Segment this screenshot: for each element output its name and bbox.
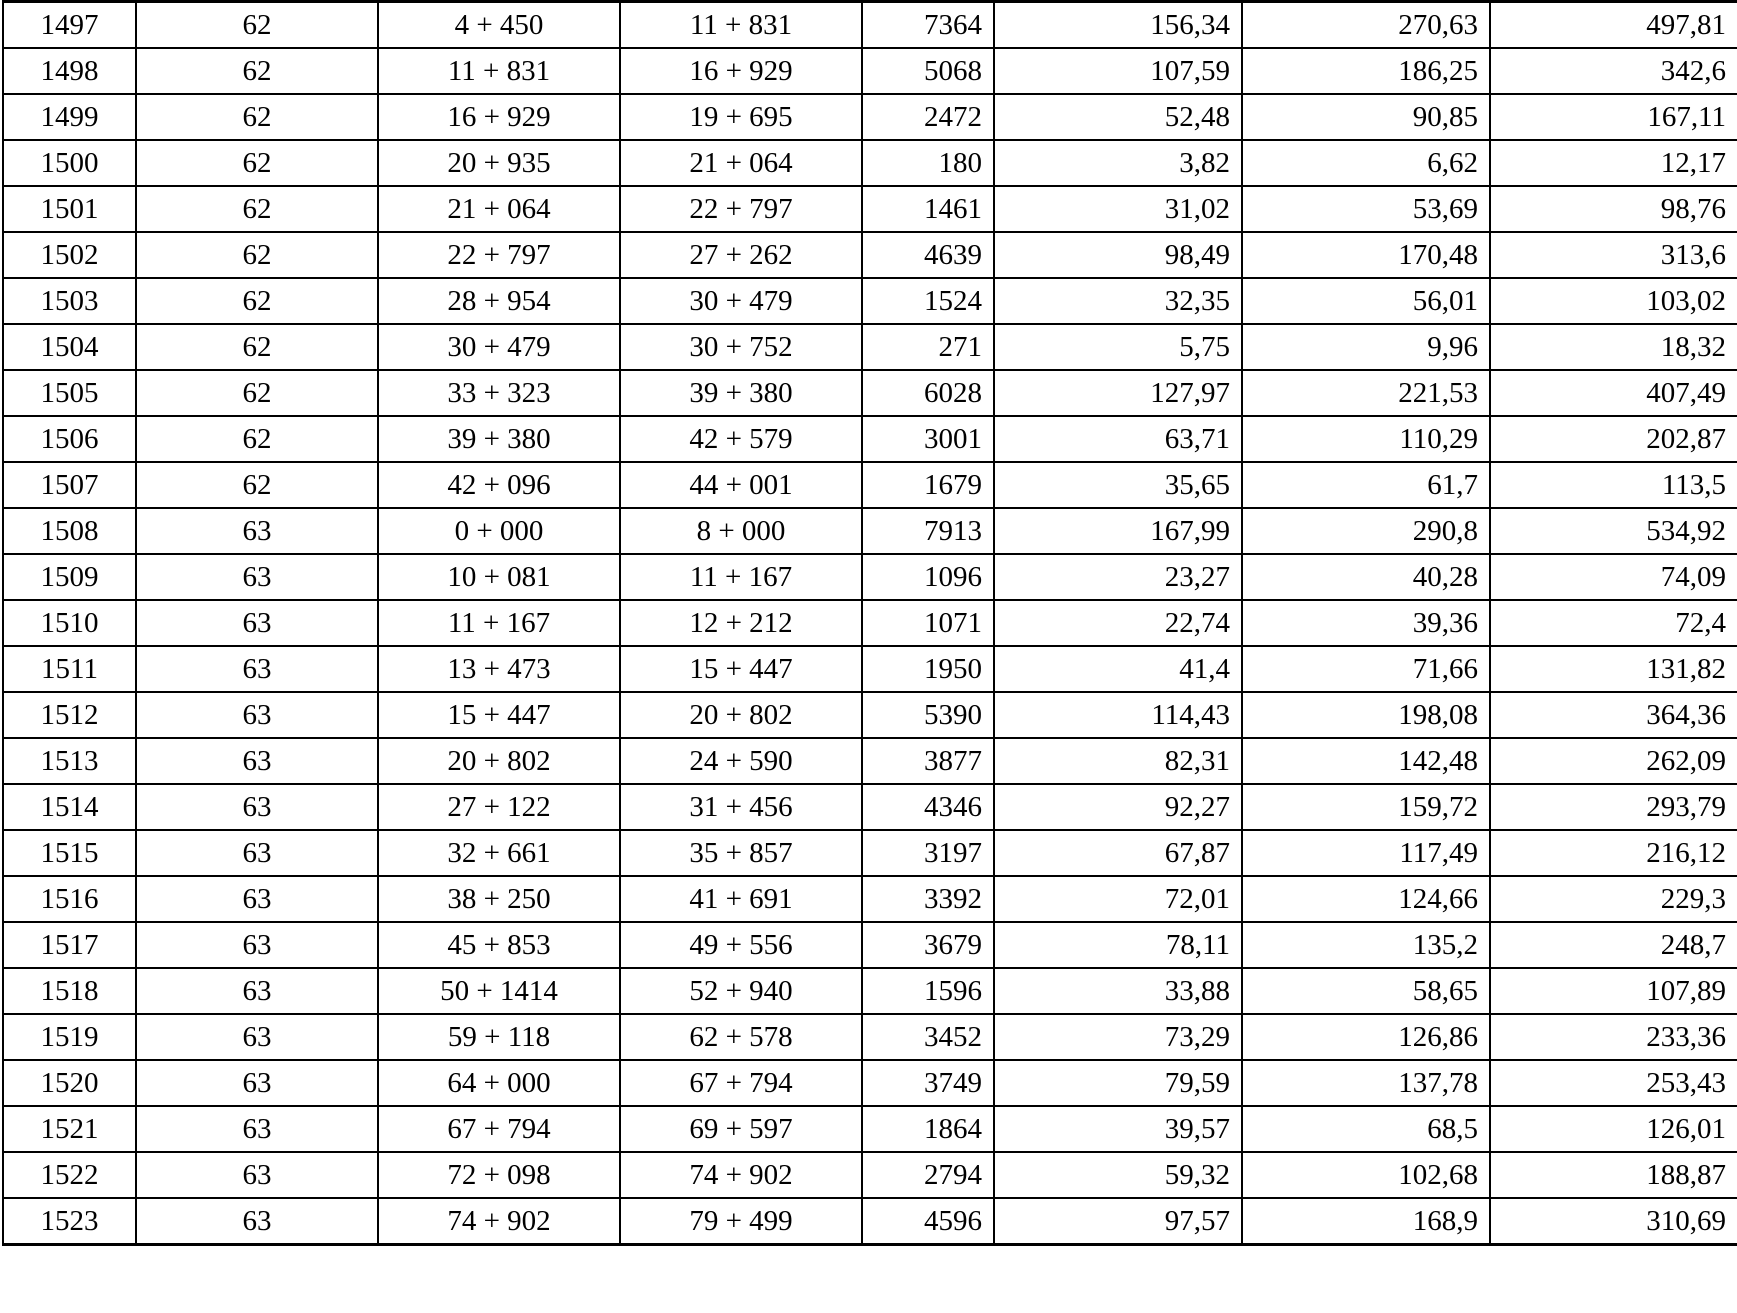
cell-length: 180 xyxy=(862,140,994,186)
cell-to: 22 + 797 xyxy=(620,186,862,232)
cell-length: 7913 xyxy=(862,508,994,554)
cell-from: 33 + 323 xyxy=(378,370,620,416)
cell-road: 63 xyxy=(136,1152,378,1198)
cell-id: 1518 xyxy=(3,968,136,1014)
cell-road: 63 xyxy=(136,1060,378,1106)
cell-road: 62 xyxy=(136,278,378,324)
cell-value-2: 137,78 xyxy=(1242,1060,1490,1106)
cell-id: 1499 xyxy=(3,94,136,140)
table-row xyxy=(3,186,1737,232)
cell-id: 1497 xyxy=(3,2,136,49)
cell-value-2: 39,36 xyxy=(1242,600,1490,646)
table-row xyxy=(3,1152,1737,1198)
cell-road: 62 xyxy=(136,140,378,186)
cell-value-3: 293,79 xyxy=(1490,784,1737,830)
table-row xyxy=(3,94,1737,140)
cell-id: 1513 xyxy=(3,738,136,784)
cell-value-1: 63,71 xyxy=(994,416,1242,462)
cell-value-1: 167,99 xyxy=(994,508,1242,554)
cell-id: 1519 xyxy=(3,1014,136,1060)
cell-length: 6028 xyxy=(862,370,994,416)
cell-road: 62 xyxy=(136,94,378,140)
cell-length: 271 xyxy=(862,324,994,370)
cell-value-2: 186,25 xyxy=(1242,48,1490,94)
cell-length: 4639 xyxy=(862,232,994,278)
cell-value-2: 290,8 xyxy=(1242,508,1490,554)
cell-id: 1509 xyxy=(3,554,136,600)
cell-length: 1679 xyxy=(862,462,994,508)
cell-value-3: 18,32 xyxy=(1490,324,1737,370)
cell-value-3: 113,5 xyxy=(1490,462,1737,508)
cell-value-1: 23,27 xyxy=(994,554,1242,600)
cell-value-2: 58,65 xyxy=(1242,968,1490,1014)
cell-value-2: 221,53 xyxy=(1242,370,1490,416)
cell-to: 49 + 556 xyxy=(620,922,862,968)
cell-value-1: 22,74 xyxy=(994,600,1242,646)
cell-to: 12 + 212 xyxy=(620,600,862,646)
cell-id: 1516 xyxy=(3,876,136,922)
cell-road: 63 xyxy=(136,646,378,692)
cell-value-2: 142,48 xyxy=(1242,738,1490,784)
cell-length: 2794 xyxy=(862,1152,994,1198)
cell-value-1: 59,32 xyxy=(994,1152,1242,1198)
cell-to: 42 + 579 xyxy=(620,416,862,462)
table-row xyxy=(3,600,1737,646)
cell-value-2: 40,28 xyxy=(1242,554,1490,600)
cell-id: 1505 xyxy=(3,370,136,416)
cell-value-3: 98,76 xyxy=(1490,186,1737,232)
cell-to: 35 + 857 xyxy=(620,830,862,876)
cell-value-2: 9,96 xyxy=(1242,324,1490,370)
cell-value-3: 534,92 xyxy=(1490,508,1737,554)
cell-value-1: 52,48 xyxy=(994,94,1242,140)
cell-id: 1500 xyxy=(3,140,136,186)
cell-value-2: 56,01 xyxy=(1242,278,1490,324)
cell-to: 8 + 000 xyxy=(620,508,862,554)
cell-value-3: 103,02 xyxy=(1490,278,1737,324)
cell-value-3: 310,69 xyxy=(1490,1198,1737,1245)
cell-from: 72 + 098 xyxy=(378,1152,620,1198)
cell-to: 74 + 902 xyxy=(620,1152,862,1198)
cell-value-3: 313,6 xyxy=(1490,232,1737,278)
cell-value-3: 497,81 xyxy=(1490,2,1737,49)
cell-road: 63 xyxy=(136,968,378,1014)
cell-road: 63 xyxy=(136,1106,378,1152)
cell-length: 3749 xyxy=(862,1060,994,1106)
cell-id: 1523 xyxy=(3,1198,136,1245)
table-row xyxy=(3,2,1737,49)
cell-value-2: 90,85 xyxy=(1242,94,1490,140)
cell-value-1: 78,11 xyxy=(994,922,1242,968)
cell-value-3: 126,01 xyxy=(1490,1106,1737,1152)
cell-value-3: 407,49 xyxy=(1490,370,1737,416)
cell-id: 1508 xyxy=(3,508,136,554)
cell-to: 62 + 578 xyxy=(620,1014,862,1060)
cell-to: 30 + 479 xyxy=(620,278,862,324)
cell-id: 1498 xyxy=(3,48,136,94)
table-row xyxy=(3,232,1737,278)
table-row xyxy=(3,554,1737,600)
cell-length: 3001 xyxy=(862,416,994,462)
cell-road: 63 xyxy=(136,600,378,646)
table-row xyxy=(3,462,1737,508)
cell-length: 1096 xyxy=(862,554,994,600)
cell-value-2: 170,48 xyxy=(1242,232,1490,278)
cell-length: 1461 xyxy=(862,186,994,232)
cell-road: 63 xyxy=(136,508,378,554)
cell-road: 63 xyxy=(136,922,378,968)
table-row xyxy=(3,692,1737,738)
cell-length: 3392 xyxy=(862,876,994,922)
table-row xyxy=(3,784,1737,830)
cell-value-2: 159,72 xyxy=(1242,784,1490,830)
cell-id: 1521 xyxy=(3,1106,136,1152)
cell-id: 1504 xyxy=(3,324,136,370)
cell-to: 27 + 262 xyxy=(620,232,862,278)
cell-value-3: 12,17 xyxy=(1490,140,1737,186)
cell-to: 31 + 456 xyxy=(620,784,862,830)
cell-value-1: 33,88 xyxy=(994,968,1242,1014)
cell-to: 11 + 167 xyxy=(620,554,862,600)
table-row xyxy=(3,876,1737,922)
cell-value-1: 32,35 xyxy=(994,278,1242,324)
cell-value-1: 98,49 xyxy=(994,232,1242,278)
cell-value-3: 248,7 xyxy=(1490,922,1737,968)
cell-length: 4596 xyxy=(862,1198,994,1245)
cell-length: 3679 xyxy=(862,922,994,968)
cell-to: 44 + 001 xyxy=(620,462,862,508)
cell-value-1: 92,27 xyxy=(994,784,1242,830)
cell-value-3: 131,82 xyxy=(1490,646,1737,692)
table-row xyxy=(3,324,1737,370)
cell-length: 1950 xyxy=(862,646,994,692)
cell-value-3: 342,6 xyxy=(1490,48,1737,94)
cell-value-2: 61,7 xyxy=(1242,462,1490,508)
cell-value-3: 202,87 xyxy=(1490,416,1737,462)
cell-road: 63 xyxy=(136,692,378,738)
cell-from: 16 + 929 xyxy=(378,94,620,140)
cell-from: 27 + 122 xyxy=(378,784,620,830)
cell-value-1: 41,4 xyxy=(994,646,1242,692)
cell-length: 1071 xyxy=(862,600,994,646)
cell-value-2: 198,08 xyxy=(1242,692,1490,738)
cell-id: 1515 xyxy=(3,830,136,876)
cell-id: 1510 xyxy=(3,600,136,646)
cell-value-2: 168,9 xyxy=(1242,1198,1490,1245)
cell-to: 11 + 831 xyxy=(620,2,862,49)
cell-road: 62 xyxy=(136,232,378,278)
cell-value-3: 229,3 xyxy=(1490,876,1737,922)
cell-id: 1522 xyxy=(3,1152,136,1198)
cell-value-1: 97,57 xyxy=(994,1198,1242,1245)
cell-value-3: 167,11 xyxy=(1490,94,1737,140)
cell-from: 21 + 064 xyxy=(378,186,620,232)
table-row xyxy=(3,1060,1737,1106)
cell-from: 45 + 853 xyxy=(378,922,620,968)
cell-length: 1864 xyxy=(862,1106,994,1152)
cell-to: 15 + 447 xyxy=(620,646,862,692)
table-row xyxy=(3,646,1737,692)
cell-from: 20 + 935 xyxy=(378,140,620,186)
cell-from: 15 + 447 xyxy=(378,692,620,738)
cell-to: 30 + 752 xyxy=(620,324,862,370)
cell-value-3: 233,36 xyxy=(1490,1014,1737,1060)
cell-value-1: 127,97 xyxy=(994,370,1242,416)
cell-value-2: 68,5 xyxy=(1242,1106,1490,1152)
table-row xyxy=(3,48,1737,94)
cell-value-2: 135,2 xyxy=(1242,922,1490,968)
cell-length: 3877 xyxy=(862,738,994,784)
cell-from: 22 + 797 xyxy=(378,232,620,278)
cell-from: 10 + 081 xyxy=(378,554,620,600)
table-row xyxy=(3,1014,1737,1060)
cell-length: 3452 xyxy=(862,1014,994,1060)
cell-value-1: 35,65 xyxy=(994,462,1242,508)
cell-from: 67 + 794 xyxy=(378,1106,620,1152)
cell-road: 63 xyxy=(136,554,378,600)
cell-id: 1501 xyxy=(3,186,136,232)
table-row xyxy=(3,416,1737,462)
cell-length: 3197 xyxy=(862,830,994,876)
table-row xyxy=(3,370,1737,416)
table-row xyxy=(3,830,1737,876)
cell-to: 52 + 940 xyxy=(620,968,862,1014)
cell-value-2: 270,63 xyxy=(1242,2,1490,49)
cell-length: 1596 xyxy=(862,968,994,1014)
table-row xyxy=(3,278,1737,324)
cell-road: 62 xyxy=(136,324,378,370)
cell-road: 62 xyxy=(136,2,378,49)
table-row xyxy=(3,738,1737,784)
cell-from: 50 + 1414 xyxy=(378,968,620,1014)
cell-to: 24 + 590 xyxy=(620,738,862,784)
cell-from: 42 + 096 xyxy=(378,462,620,508)
cell-value-1: 79,59 xyxy=(994,1060,1242,1106)
cell-value-1: 114,43 xyxy=(994,692,1242,738)
cell-to: 69 + 597 xyxy=(620,1106,862,1152)
cell-value-2: 124,66 xyxy=(1242,876,1490,922)
cell-from: 30 + 479 xyxy=(378,324,620,370)
cell-value-1: 73,29 xyxy=(994,1014,1242,1060)
cell-length: 7364 xyxy=(862,2,994,49)
cell-road: 62 xyxy=(136,416,378,462)
cell-value-1: 82,31 xyxy=(994,738,1242,784)
cell-length: 5390 xyxy=(862,692,994,738)
cell-from: 39 + 380 xyxy=(378,416,620,462)
table-row xyxy=(3,1198,1737,1245)
table-row xyxy=(3,968,1737,1014)
cell-value-1: 72,01 xyxy=(994,876,1242,922)
cell-value-1: 107,59 xyxy=(994,48,1242,94)
cell-value-2: 102,68 xyxy=(1242,1152,1490,1198)
cell-value-3: 253,43 xyxy=(1490,1060,1737,1106)
cell-id: 1517 xyxy=(3,922,136,968)
cell-to: 19 + 695 xyxy=(620,94,862,140)
cell-road: 62 xyxy=(136,48,378,94)
cell-value-1: 39,57 xyxy=(994,1106,1242,1152)
table-row xyxy=(3,1106,1737,1152)
cell-value-1: 67,87 xyxy=(994,830,1242,876)
cell-from: 28 + 954 xyxy=(378,278,620,324)
cell-length: 2472 xyxy=(862,94,994,140)
cell-value-2: 126,86 xyxy=(1242,1014,1490,1060)
cell-id: 1511 xyxy=(3,646,136,692)
cell-id: 1507 xyxy=(3,462,136,508)
cell-id: 1520 xyxy=(3,1060,136,1106)
cell-length: 4346 xyxy=(862,784,994,830)
cell-road: 63 xyxy=(136,1014,378,1060)
cell-from: 4 + 450 xyxy=(378,2,620,49)
table-row xyxy=(3,922,1737,968)
cell-road: 63 xyxy=(136,738,378,784)
cell-length: 5068 xyxy=(862,48,994,94)
cell-value-3: 188,87 xyxy=(1490,1152,1737,1198)
cell-id: 1503 xyxy=(3,278,136,324)
cell-length: 1524 xyxy=(862,278,994,324)
cell-value-3: 72,4 xyxy=(1490,600,1737,646)
cell-value-3: 364,36 xyxy=(1490,692,1737,738)
cell-from: 11 + 831 xyxy=(378,48,620,94)
cell-to: 21 + 064 xyxy=(620,140,862,186)
cell-from: 13 + 473 xyxy=(378,646,620,692)
cell-value-3: 216,12 xyxy=(1490,830,1737,876)
cell-value-2: 110,29 xyxy=(1242,416,1490,462)
cell-from: 32 + 661 xyxy=(378,830,620,876)
cell-value-2: 71,66 xyxy=(1242,646,1490,692)
table-body xyxy=(3,2,1737,1245)
cell-id: 1512 xyxy=(3,692,136,738)
cell-value-3: 74,09 xyxy=(1490,554,1737,600)
cell-value-1: 5,75 xyxy=(994,324,1242,370)
cell-road: 62 xyxy=(136,370,378,416)
cell-value-1: 3,82 xyxy=(994,140,1242,186)
cell-from: 20 + 802 xyxy=(378,738,620,784)
cell-road: 63 xyxy=(136,876,378,922)
data-table xyxy=(2,0,1737,1246)
cell-id: 1514 xyxy=(3,784,136,830)
cell-value-2: 6,62 xyxy=(1242,140,1490,186)
table-row xyxy=(3,508,1737,554)
cell-to: 16 + 929 xyxy=(620,48,862,94)
table-row xyxy=(3,140,1737,186)
cell-from: 74 + 902 xyxy=(378,1198,620,1245)
cell-road: 62 xyxy=(136,462,378,508)
cell-road: 63 xyxy=(136,830,378,876)
cell-road: 63 xyxy=(136,1198,378,1245)
cell-value-3: 107,89 xyxy=(1490,968,1737,1014)
cell-to: 79 + 499 xyxy=(620,1198,862,1245)
cell-road: 62 xyxy=(136,186,378,232)
cell-from: 11 + 167 xyxy=(378,600,620,646)
cell-to: 20 + 802 xyxy=(620,692,862,738)
cell-from: 0 + 000 xyxy=(378,508,620,554)
cell-road: 63 xyxy=(136,784,378,830)
cell-from: 38 + 250 xyxy=(378,876,620,922)
cell-value-1: 31,02 xyxy=(994,186,1242,232)
cell-to: 39 + 380 xyxy=(620,370,862,416)
cell-id: 1502 xyxy=(3,232,136,278)
cell-value-2: 117,49 xyxy=(1242,830,1490,876)
cell-to: 67 + 794 xyxy=(620,1060,862,1106)
cell-to: 41 + 691 xyxy=(620,876,862,922)
cell-id: 1506 xyxy=(3,416,136,462)
cell-from: 64 + 000 xyxy=(378,1060,620,1106)
cell-value-1: 156,34 xyxy=(994,2,1242,49)
cell-value-3: 262,09 xyxy=(1490,738,1737,784)
cell-value-2: 53,69 xyxy=(1242,186,1490,232)
cell-from: 59 + 118 xyxy=(378,1014,620,1060)
